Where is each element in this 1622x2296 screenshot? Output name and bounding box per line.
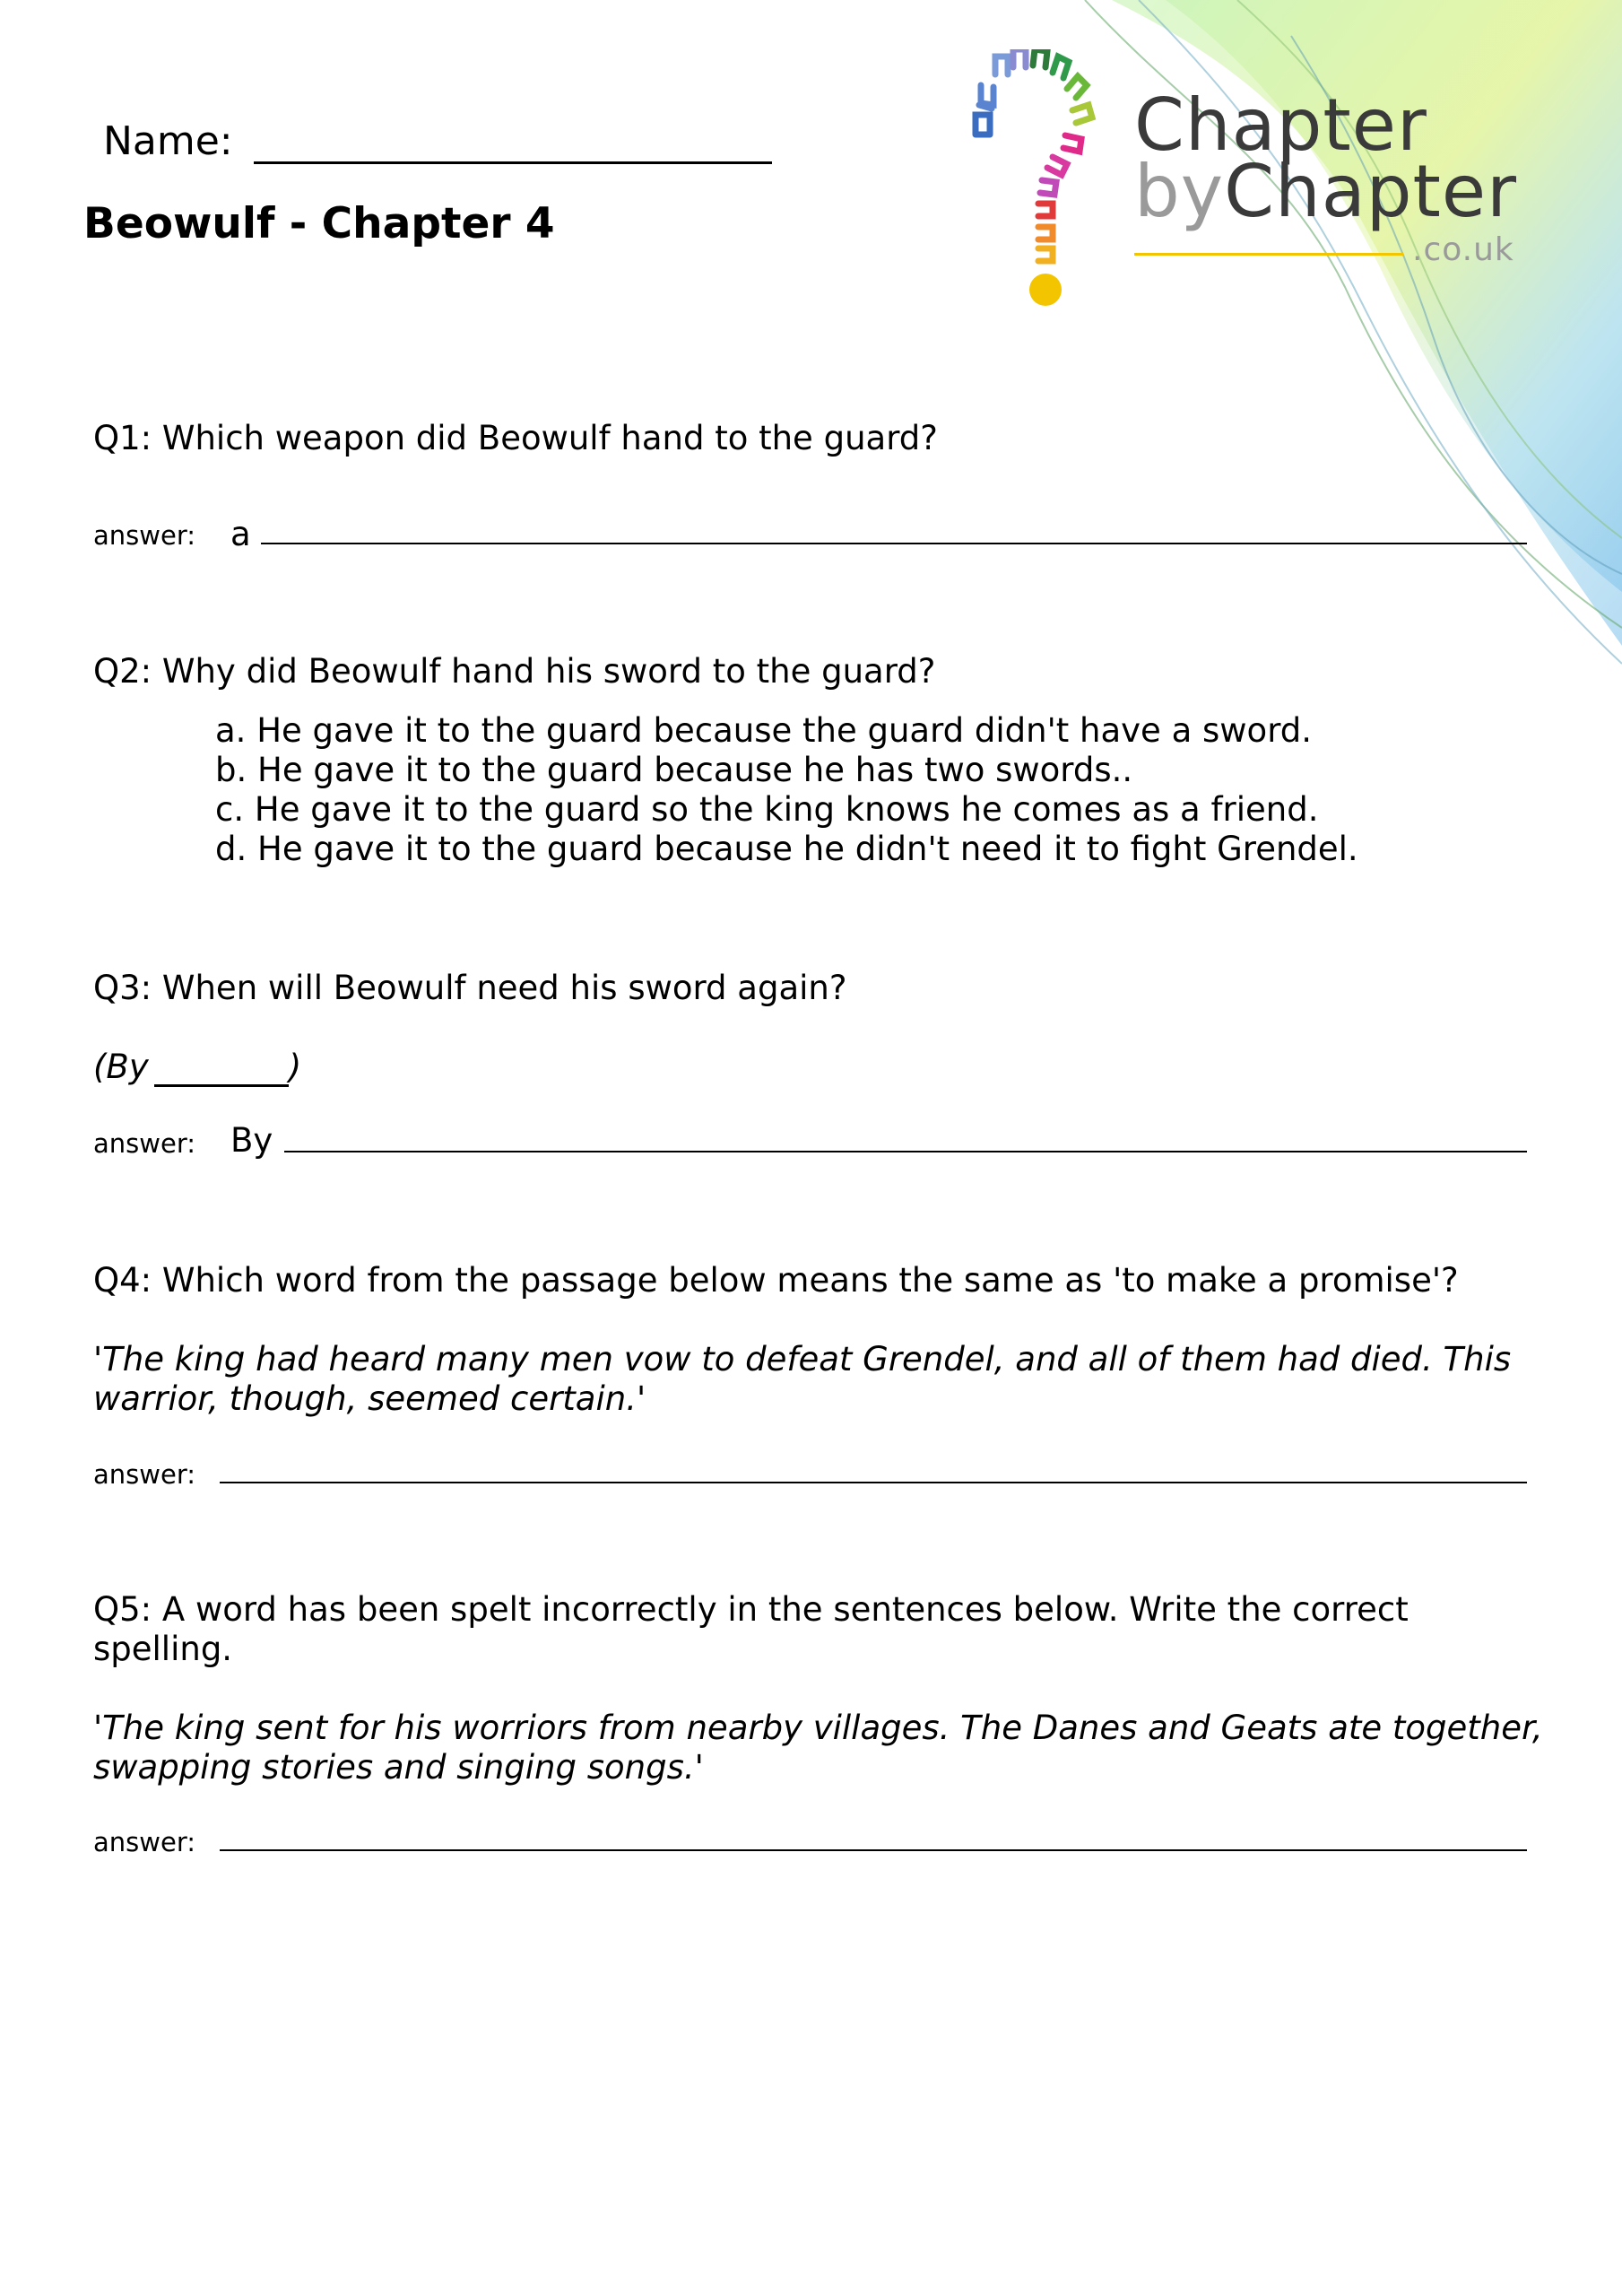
q4-passage-line-1: 'The king had heard many men vow to defeat Grendel, and all of them had died. This: [93, 1340, 1512, 1378]
q2-options: [215, 711, 1358, 869]
name-label: Name:: [103, 118, 233, 164]
q2-question: Q2: Why did Beowulf hand his sword to the guard?: [93, 652, 936, 691]
q5-passage-line-2: swapping stories and singing songs.': [93, 1748, 704, 1787]
q3-answer-label: answer:: [93, 1128, 196, 1159]
q1-answer-field[interactable]: [261, 543, 1527, 544]
page-title: Beowulf - Chapter 4: [83, 199, 555, 248]
brand-chapter-2: Chapter: [1224, 150, 1517, 233]
q4-passage-line-2: warrior, though, seemed certain.': [93, 1379, 646, 1418]
q5-answer-label: answer:: [93, 1827, 196, 1857]
q5-question-line-1: Q5: A word has been spelt incorrectly in the sentences below. Write the correct: [93, 1590, 1409, 1629]
q3-hint: [93, 1048, 301, 1087]
books-question-mark-icon: [959, 49, 1121, 318]
q1-answer-prefix: a: [230, 515, 251, 553]
brand-by-chapter: [1134, 150, 1517, 233]
q3-hint-blank: [154, 1052, 289, 1087]
q3-hint-close: ): [288, 1048, 302, 1086]
brand-domain: .co.uk: [1412, 231, 1514, 268]
brand-by: by: [1134, 150, 1225, 233]
q2-option-c[interactable]: c. He gave it to the guard so the king knows he comes as a friend.: [215, 790, 1319, 829]
q1-question: Q1: Which weapon did Beowulf hand to the guard?: [93, 419, 938, 457]
q3-question: Q3: When will Beowulf need his sword again?: [93, 969, 847, 1007]
q4-answer-field[interactable]: [220, 1482, 1527, 1483]
q2-option-a[interactable]: a. He gave it to the guard because the guard didn't have a sword.: [215, 711, 1313, 750]
q4-question: Q4: Which word from the passage below means the same as 'to make a promise'?: [93, 1261, 1459, 1300]
q2-option-d[interactable]: d. He gave it to the guard because he didn't need it to fight Grendel.: [215, 830, 1358, 868]
q5-question-line-2: spelling.: [93, 1630, 233, 1668]
q5-question: [93, 1590, 1409, 1669]
q5-answer-field[interactable]: [220, 1849, 1527, 1851]
q1-answer-label: answer:: [93, 520, 196, 551]
name-field[interactable]: [254, 161, 772, 164]
q4-passage: [93, 1340, 1511, 1419]
q3-hint-open: (By: [93, 1048, 149, 1086]
q3-answer-prefix: By: [230, 1121, 273, 1160]
q4-answer-label: answer:: [93, 1459, 196, 1490]
q2-option-b[interactable]: b. He gave it to the guard because he has two swords..: [215, 751, 1133, 789]
brand-logo: [1134, 83, 1517, 233]
q5-passage-line-1: 'The king sent for his worriors from nearby villages. The Danes and Geats ate together,: [93, 1709, 1543, 1747]
brand-rule: [1134, 253, 1403, 256]
q5-passage: [93, 1709, 1543, 1787]
q3-answer-field[interactable]: [284, 1151, 1527, 1152]
brand-chapter: Chapter: [1134, 83, 1427, 167]
